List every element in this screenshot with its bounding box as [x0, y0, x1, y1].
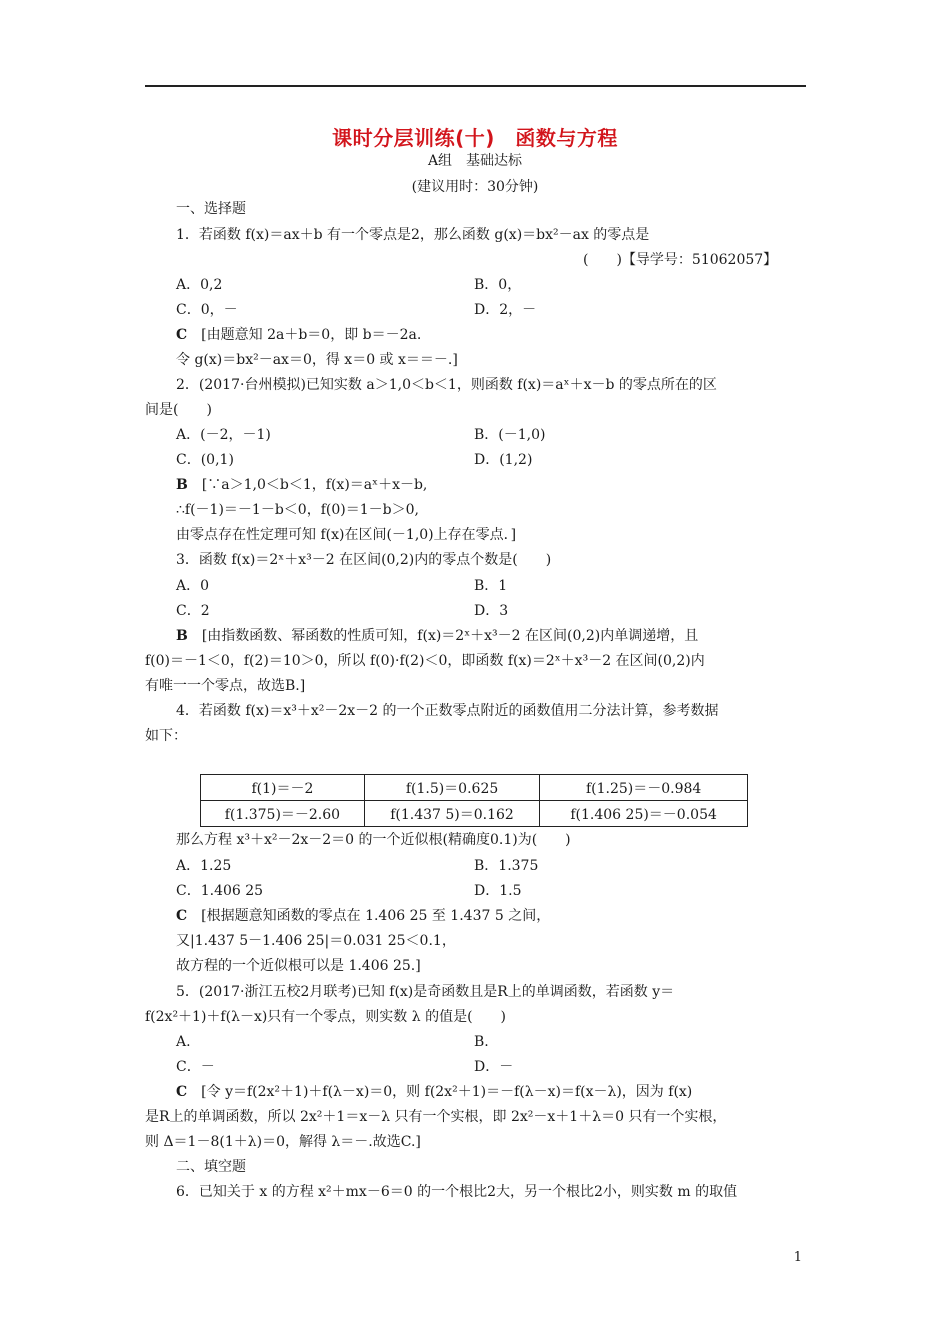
q5-stem-line2: f(2x²＋1)＋f(λ－x)只有一个零点，则实数 λ 的值是( ) — [145, 1009, 506, 1025]
q1-solution-line1: C [由题意知 2a＋b＝0，即 b＝－2a. — [176, 327, 422, 343]
q2-solution-line1: B [∵a＞1,0＜b＜1，f(x)＝aˣ＋x－b, — [176, 477, 428, 493]
q5-stem-line1: 5．(2017·浙江五校2月联考)已知 f(x)是奇函数且是R上的单调函数，若函数 y＝ — [176, 984, 675, 1000]
q2-stem-line1: 2．(2017·台州模拟)已知实数 a＞1,0＜b＜1，则函数 f(x)＝aˣ＋x－b 的零点所在的区 — [176, 377, 717, 393]
q2-solution-line2: ∴f(－1)＝－1－b＜0，f(0)＝1－b＞0, — [176, 502, 419, 518]
section-heading-fill: 二、填空题 — [176, 1159, 246, 1175]
q1-stem: 1．若函数 f(x)＝ax＋b 有一个零点是2，那么函数 g(x)＝bx²－ax 的零点是 — [176, 227, 650, 243]
q3-stem: 3．函数 f(x)＝2ˣ＋x³－2 在区间(0,2)内的零点个数是( ) — [176, 552, 552, 568]
q1-tail: ( )【导学号：51062057】 — [583, 252, 778, 268]
q5-solution-line2: 是R上的单调函数，所以 2x²＋1＝x－λ 只有一个实根，即 2x²－x＋1＋λ＝0 只有一个实根， — [145, 1109, 727, 1125]
q2-option-c: C．(0,1) — [176, 452, 234, 468]
table-cell: f(1.406 25)＝－0.054 — [540, 801, 748, 827]
header-rule — [145, 85, 806, 87]
q4-option-d: D．1.5 — [474, 883, 522, 899]
q5-solution-line1: C [令 y＝f(2x²＋1)＋f(λ－x)＝0，则 f(2x²＋1)＝－f(λ－x)＝f(x－λ)，因为 f(x) — [176, 1084, 693, 1100]
q6-stem: 6．已知关于 x 的方程 x²＋mx－6＝0 的一个根比2大，另一个根比2小，则实数 m 的取值 — [176, 1184, 738, 1200]
q2-option-a: A．(－2，－1) — [176, 427, 271, 443]
q4-option-b: B．1.375 — [474, 858, 539, 874]
q3-option-d: D．3 — [474, 603, 509, 619]
q4-option-c: C．1.406 25 — [176, 883, 264, 899]
q3-option-a: A．0 — [176, 578, 210, 594]
q5-option-b: B. — [474, 1034, 489, 1050]
table-cell: f(1.437 5)＝0.162 — [364, 801, 539, 827]
q4-stem-line1: 4．若函数 f(x)＝x³＋x²－2x－2 的一个正数零点附近的函数值用二分法计算，参考数据 — [176, 703, 719, 719]
q3-option-b: B．1 — [474, 578, 508, 594]
q3-option-c: C．2 — [176, 603, 210, 619]
bisection-data-table — [200, 774, 748, 827]
section-heading-choice: 一、选择题 — [176, 201, 246, 217]
time-hint: (建议用时：30分钟) — [411, 179, 539, 195]
q1-option-b: B．0， — [474, 277, 522, 293]
page-number: 1 — [793, 1250, 802, 1265]
q4-option-a: A．1.25 — [176, 858, 232, 874]
q5-solution-line3: 则 Δ＝1－8(1＋λ)＝0，解得 λ＝－.故选C.] — [145, 1134, 421, 1150]
page-title: 课时分层训练(十) 函数与方程 — [332, 126, 618, 150]
q4-stem-line2: 如下： — [145, 728, 187, 744]
table-cell: f(1.5)＝0.625 — [364, 775, 539, 801]
q1-option-c: C．0，－ — [176, 302, 238, 318]
q3-solution-line1: B [由指数函数、幂函数的性质可知，f(x)＝2ˣ＋x³－2 在区间(0,2)内单调递增，且 — [176, 628, 699, 644]
q1-option-a: A．0,2 — [176, 277, 223, 293]
table-cell: f(1.25)＝－0.984 — [540, 775, 748, 801]
q4-question: 那么方程 x³＋x²－2x－2＝0 的一个近似根(精确度0.1)为( ) — [176, 832, 571, 848]
q5-option-a: A. — [176, 1034, 191, 1050]
q2-option-d: D．(1,2) — [474, 452, 533, 468]
q3-solution-line3: 有唯一一个零点，故选B.] — [145, 678, 306, 694]
table-row — [201, 775, 748, 801]
q1-option-d: D．2，－ — [474, 302, 537, 318]
q5-option-d: D．－ — [474, 1059, 514, 1075]
q2-option-b: B．(－1,0) — [474, 427, 546, 443]
q4-solution-line2: 又|1.437 5－1.406 25|＝0.031 25＜0.1， — [176, 933, 456, 949]
group-label: A组 基础达标 — [427, 153, 523, 169]
q2-solution-line3: 由零点存在性定理可知 f(x)在区间(－1,0)上存在零点．] — [176, 527, 517, 543]
table-cell: f(1.375)＝－2.60 — [201, 801, 365, 827]
q3-solution-line2: f(0)＝－1＜0，f(2)＝10＞0，所以 f(0)·f(2)＜0，即函数 f(x)＝2ˣ＋x³－2 在区间(0,2)内 — [145, 653, 705, 669]
q1-solution-line2: 令 g(x)＝bx²－ax＝0，得 x＝0 或 x＝＝－.] — [176, 352, 458, 368]
q4-solution-line3: 故方程的一个近似根可以是 1.406 25.] — [176, 958, 421, 974]
table-cell: f(1)＝－2 — [201, 775, 365, 801]
q4-solution-line1: C [根据题意知函数的零点在 1.406 25 至 1.437 5 之间， — [176, 908, 551, 924]
q5-option-c: C．－ — [176, 1059, 215, 1075]
q2-stem-line2: 间是( ) — [145, 402, 212, 418]
table-row — [201, 801, 748, 827]
